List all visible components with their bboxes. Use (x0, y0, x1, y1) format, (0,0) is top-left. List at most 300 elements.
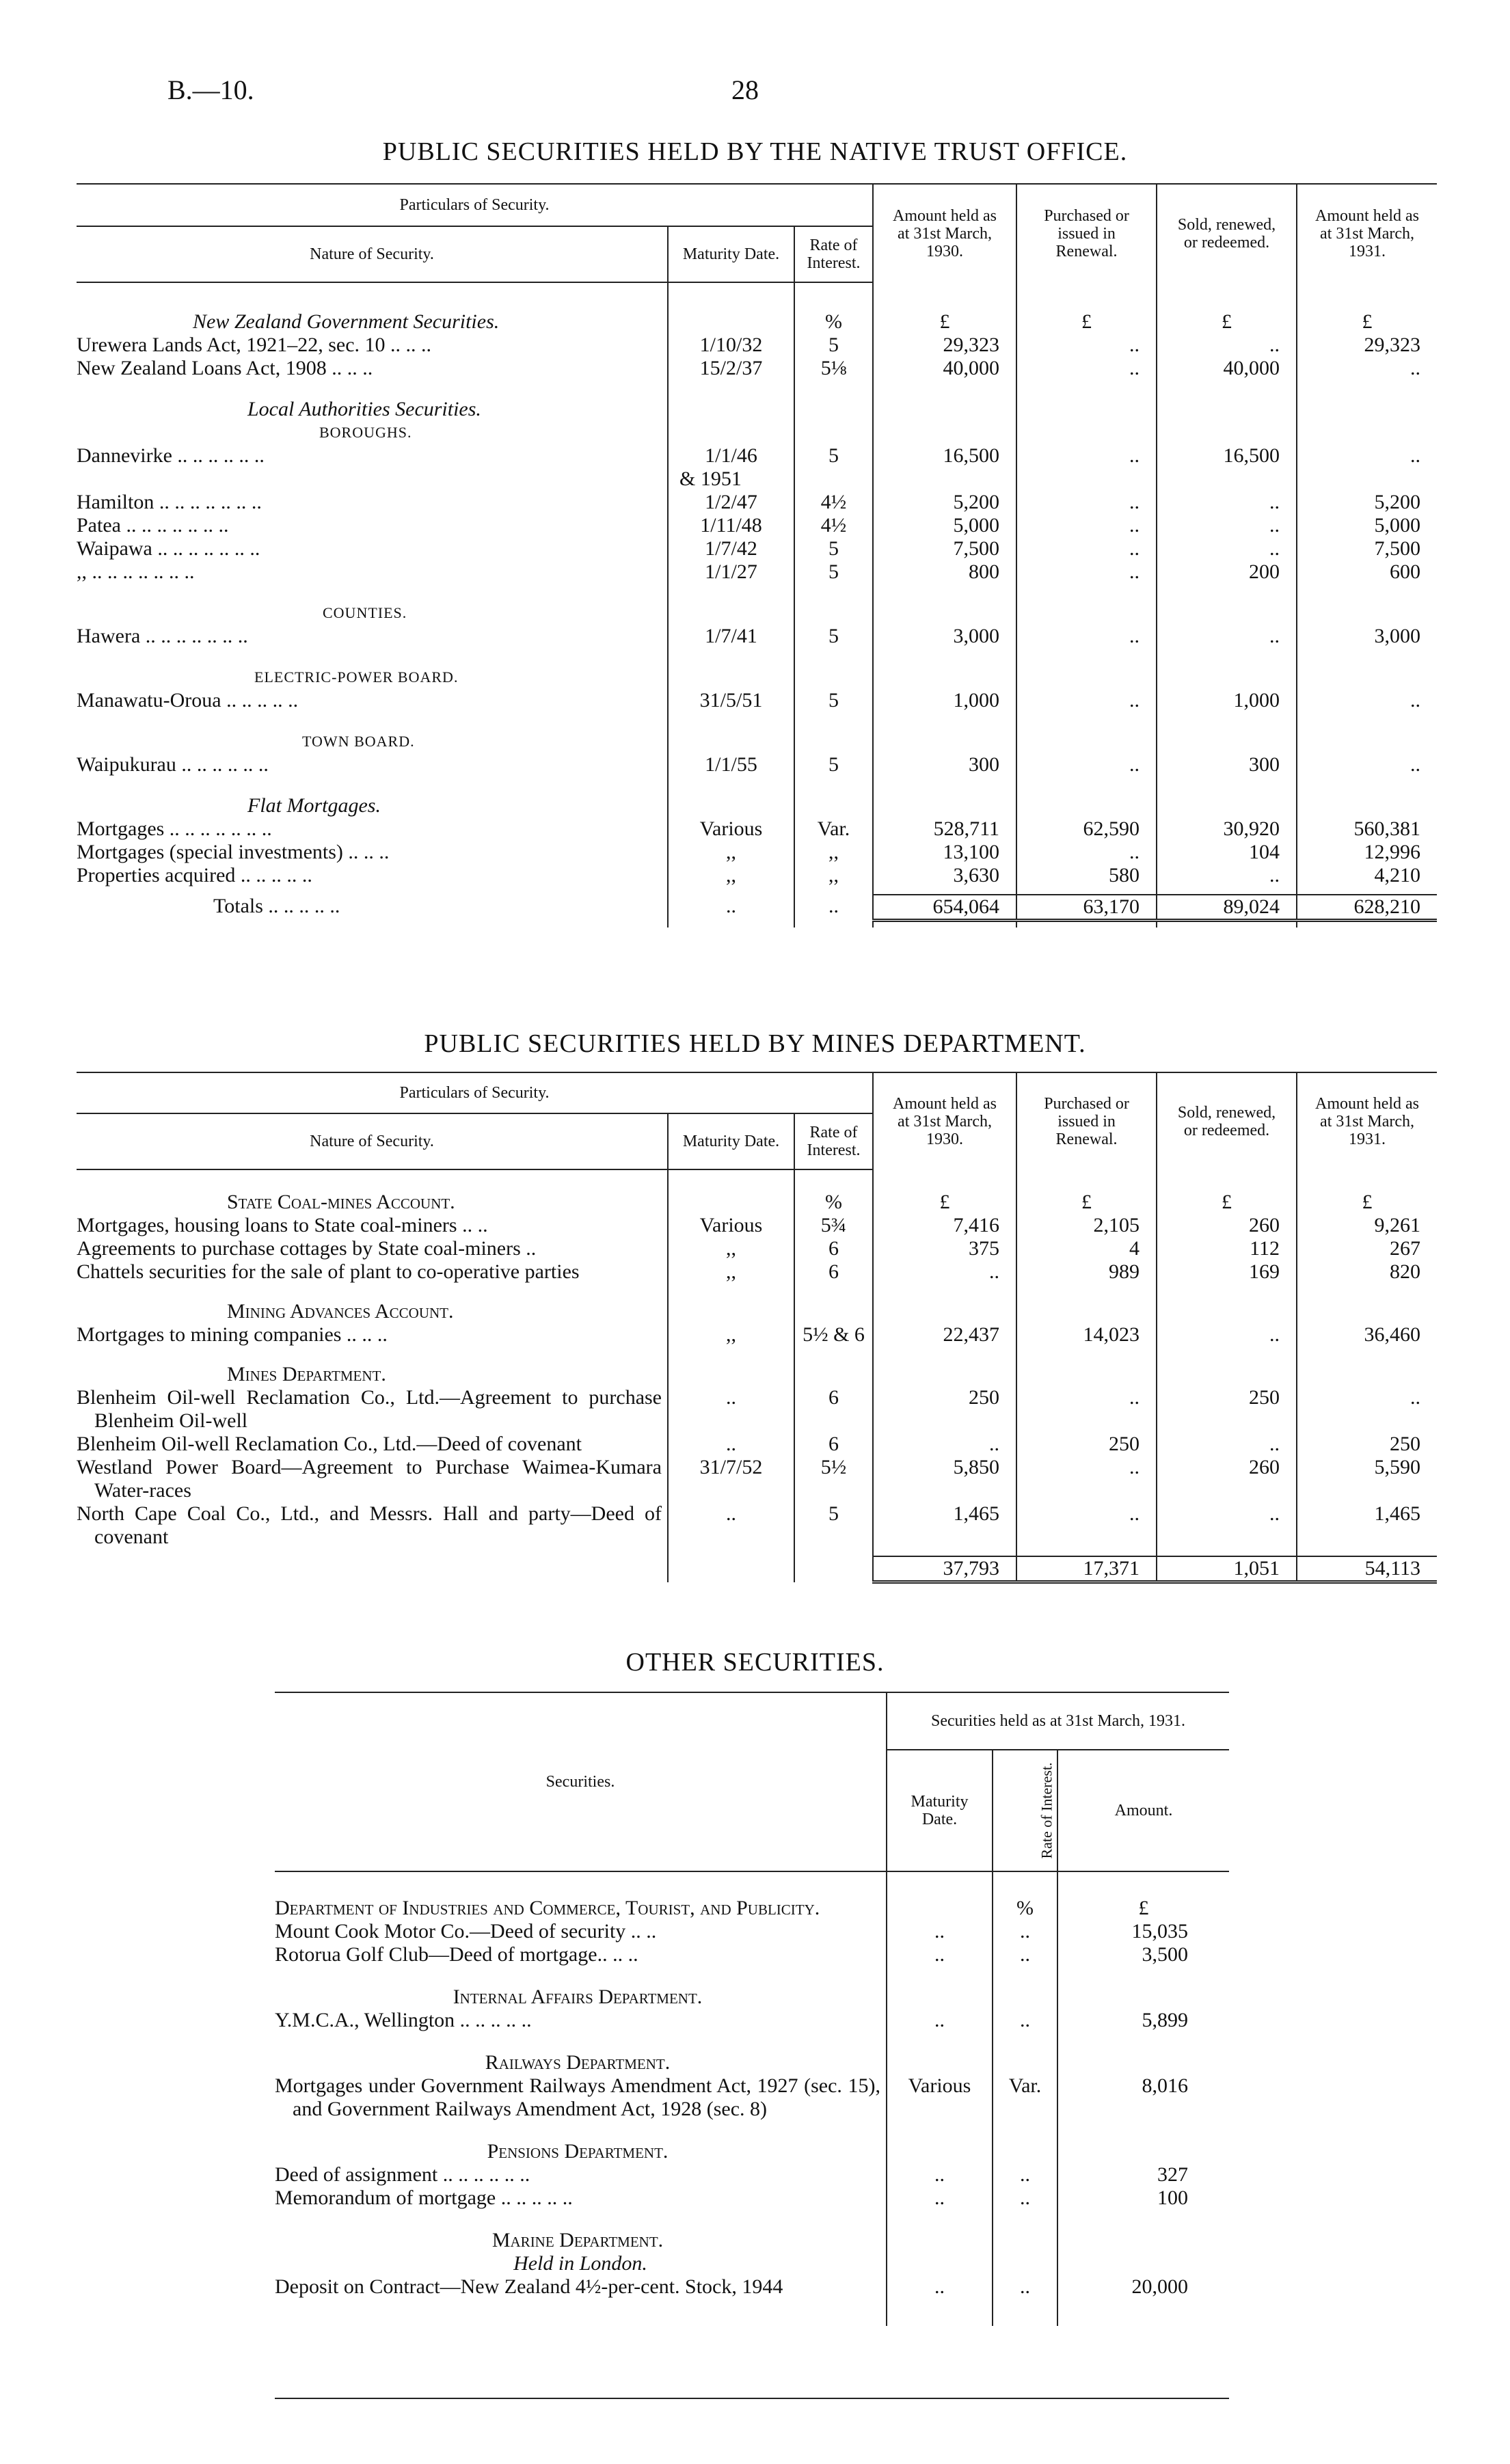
table-row (77, 1237, 1437, 1260)
maturity-value: ,, (726, 1260, 736, 1283)
purchased-cell: .. (1016, 334, 1157, 357)
table-cell (873, 666, 1016, 689)
section-heading: Department of Industries and Commerce, Tourist, and Publicity. (275, 1897, 820, 1919)
held-1931-cell: 36,460 (1297, 1323, 1437, 1346)
table-cell (887, 2140, 993, 2163)
purchased-cell: 62,590 (1016, 817, 1157, 841)
purchased-cell: .. (1016, 444, 1157, 491)
maturity-cell (668, 491, 794, 514)
document-reference: B.—10. (167, 75, 254, 105)
rate-cell: 5 (794, 537, 873, 560)
maturity-cell (668, 817, 794, 841)
amount-cell: 100 (1057, 2187, 1229, 2210)
security-cell: Mortgages under Government Railways Amendment Act, 1927 (sec. 15), and Government Railways Amendment Act, 1928 (sec. 8) (275, 2074, 880, 2120)
totals-purchased: 63,170 (1016, 895, 1157, 921)
nature-cell: Blenheim Oil-well Reclamation Co., Ltd.—Agreement to purchase Blenheim Oil-well (77, 1386, 662, 1432)
maturity-cell (668, 1386, 794, 1433)
totals-maturity (668, 1556, 794, 1582)
held-1930-cell: .. (873, 1433, 1016, 1456)
amount-cell: 3,500 (1057, 1943, 1229, 1966)
spacer-row (77, 1284, 1437, 1300)
purchased-cell: .. (1016, 357, 1157, 380)
mines-title: PUBLIC SECURITIES HELD BY MINES DEPARTMENT. (424, 1029, 1086, 1058)
sold-cell: .. (1157, 625, 1297, 648)
held-1930-cell: 800 (873, 560, 1016, 584)
table-row (77, 1386, 1437, 1433)
table-row (77, 689, 1437, 712)
table-row (77, 1260, 1437, 1284)
spacer-row (275, 1871, 1229, 1897)
nature-cell: Hamilton .. .. .. .. .. .. .. (77, 491, 262, 513)
rate-cell: .. (993, 2187, 1057, 2210)
sold-cell: 112 (1157, 1237, 1297, 1260)
sold-cell: .. (1157, 514, 1297, 537)
table-cell (1016, 730, 1157, 753)
maturity-cell: .. (887, 2163, 993, 2187)
section-heading: TOWN BOARD. (302, 733, 415, 750)
table-row (275, 1943, 1229, 1966)
security-cell: Rotorua Golf Club—Deed of mortgage.. .. .. (275, 1943, 638, 1966)
held-1931-cell: 29,323 (1297, 334, 1437, 357)
table-cell (1157, 794, 1297, 817)
table-cell (1297, 1300, 1437, 1323)
rate-cell: 6 (794, 1433, 873, 1456)
header-nature: Nature of Security. (77, 226, 668, 282)
purchased-cell: .. (1016, 625, 1157, 648)
held-1931-cell: 600 (1297, 560, 1437, 584)
section-heading-row (77, 1191, 1437, 1214)
rate-cell: 5 (794, 753, 873, 776)
section-heading: COUNTIES. (323, 604, 407, 621)
table-row (77, 491, 1437, 514)
maturity-value: 1/10/32 (699, 334, 763, 356)
table-cell (1157, 398, 1297, 421)
held-1930-cell: 250 (873, 1386, 1016, 1433)
held-1931-cell: 3,000 (1297, 625, 1437, 648)
maturity-value: ,, (726, 1323, 736, 1346)
rate-cell: 5 (794, 444, 873, 491)
section-heading-row (77, 398, 1437, 421)
sold-cell: 40,000 (1157, 357, 1297, 380)
purchased-cell: .. (1016, 689, 1157, 712)
table-row (77, 1214, 1437, 1237)
rate-cell: 5 (794, 689, 873, 712)
totals-sold: 89,024 (1157, 895, 1297, 921)
spacer-row (77, 887, 1437, 895)
purchased-cell: .. (1016, 1502, 1157, 1549)
spacer-row (275, 2032, 1229, 2051)
maturity-value: ,, (726, 841, 736, 863)
held-1930-cell: 7,416 (873, 1214, 1016, 1237)
table-row (77, 514, 1437, 537)
maturity-cell (668, 625, 794, 648)
rate-cell: 5 (794, 334, 873, 357)
section-heading-row (275, 2140, 1229, 2163)
maturity-cell (668, 1456, 794, 1502)
maturity-cell (668, 1260, 794, 1284)
maturity-value-2: & 1951 (679, 468, 742, 490)
amount-cell: 8,016 (1057, 2074, 1229, 2121)
table-cell (873, 1300, 1016, 1323)
maturity-cell (668, 357, 794, 380)
held-1931-cell: 560,381 (1297, 817, 1437, 841)
maturity-cell: .. (887, 1920, 993, 1943)
section-subheading: BOROUGHS. (319, 424, 412, 441)
held-1931-cell: 1,465 (1297, 1502, 1437, 1549)
table-row (77, 841, 1437, 864)
held-1930-cell: .. (873, 1260, 1016, 1284)
header-rate: Rate of Interest. (993, 1750, 1057, 1871)
sold-cell: 16,500 (1157, 444, 1297, 491)
table-row (77, 560, 1437, 584)
table-cell (668, 310, 794, 334)
table-cell (1057, 2252, 1229, 2275)
rate-cell: 5⅛ (794, 357, 873, 380)
table-cell: £ (873, 310, 1016, 334)
purchased-cell: 580 (1016, 864, 1157, 887)
held-1931-cell: 5,590 (1297, 1456, 1437, 1502)
held-1930-cell: 300 (873, 753, 1016, 776)
table-row (275, 2187, 1229, 2210)
held-1930-cell: 16,500 (873, 444, 1016, 491)
purchased-cell: 14,023 (1016, 1323, 1157, 1346)
nature-cell: New Zealand Loans Act, 1908 .. .. .. (77, 357, 373, 379)
section-heading-row (275, 1897, 1229, 1920)
rate-cell: 6 (794, 1237, 873, 1260)
held-1930-cell: 13,100 (873, 841, 1016, 864)
section-heading-row (77, 794, 1437, 817)
sold-cell: 260 (1157, 1214, 1297, 1237)
table-row (275, 2163, 1229, 2187)
purchased-cell: .. (1016, 514, 1157, 537)
sold-cell: 1,000 (1157, 689, 1297, 712)
table-cell (1157, 666, 1297, 689)
nature-cell: Mortgages, housing loans to State coal-miners .. .. (77, 1214, 488, 1236)
purchased-cell: 250 (1016, 1433, 1157, 1456)
table-cell (794, 794, 873, 817)
table-cell (1016, 666, 1157, 689)
sold-cell: .. (1157, 1502, 1297, 1549)
totals-label: Totals .. .. .. .. .. (213, 895, 340, 917)
rate-cell: 5 (794, 625, 873, 648)
section-heading: Local Authorities Securities. (247, 398, 481, 420)
table-cell (993, 2051, 1057, 2074)
table-cell: £ (1297, 1191, 1437, 1214)
header-held-group: Securities held as at 31st March, 1931. (887, 1692, 1229, 1750)
section-heading: Mines Department. (227, 1363, 386, 1385)
rate-cell: 5½ (794, 1456, 873, 1502)
table-row (77, 537, 1437, 560)
spacer-row (77, 1169, 1437, 1191)
held-1930-cell: 7,500 (873, 537, 1016, 560)
held-1931-cell: 12,996 (1297, 841, 1437, 864)
held-1931-cell: .. (1297, 689, 1437, 712)
nature-cell: Hawera .. .. .. .. .. .. .. (77, 625, 248, 647)
spacer-row (275, 1966, 1229, 1986)
table-cell (668, 1300, 794, 1323)
maturity-value: 31/5/51 (699, 689, 763, 712)
table-row (275, 1920, 1229, 1943)
table-cell (794, 1300, 873, 1323)
maturity-value: .. (726, 1502, 736, 1525)
table-cell: £ (1297, 310, 1437, 334)
totals-rate (794, 1556, 873, 1582)
section-subheading-row (77, 421, 1437, 444)
table-cell (794, 666, 873, 689)
table-cell (1157, 730, 1297, 753)
section-heading: Pensions Department. (487, 2140, 669, 2163)
maturity-cell (668, 560, 794, 584)
table-cell (887, 2051, 993, 2074)
maturity-cell (668, 537, 794, 560)
table-cell (1016, 1363, 1157, 1386)
sold-cell: 104 (1157, 841, 1297, 864)
held-1930-cell: 1,465 (873, 1502, 1016, 1549)
spacer-row (77, 648, 1437, 666)
held-1931-cell: .. (1297, 753, 1437, 776)
table-cell (668, 730, 794, 753)
section-subheading-row (275, 2252, 1229, 2275)
table-cell (1297, 601, 1437, 625)
maturity-value: 1/2/47 (705, 491, 757, 513)
maturity-cell: .. (887, 2009, 993, 2032)
rate-cell: Var. (993, 2074, 1057, 2121)
held-1930-cell: 22,437 (873, 1323, 1016, 1346)
maturity-value: .. (726, 1386, 736, 1409)
purchased-cell: 4 (1016, 1237, 1157, 1260)
table-cell (887, 2252, 993, 2275)
maturity-value: 1/11/48 (700, 514, 762, 537)
table-cell (887, 2229, 993, 2252)
rate-cell: 5¾ (794, 1214, 873, 1237)
rate-cell: ,, (794, 864, 873, 887)
maturity-value: 31/7/52 (699, 1456, 763, 1478)
held-1930-cell: 5,850 (873, 1456, 1016, 1502)
nature-cell: Mortgages to mining companies .. .. .. (77, 1323, 388, 1346)
purchased-cell: .. (1016, 537, 1157, 560)
nature-cell: Mortgages (special investments) .. .. .. (77, 841, 390, 863)
table-cell (1157, 1300, 1297, 1323)
sold-cell: .. (1157, 1323, 1297, 1346)
maturity-cell (668, 1502, 794, 1549)
section-heading: Marine Department. (491, 2229, 664, 2251)
held-1931-cell: 250 (1297, 1433, 1437, 1456)
nature-cell: Agreements to purchase cottages by State coal-miners .. (77, 1237, 537, 1260)
table-cell (794, 1363, 873, 1386)
spacer-row (275, 2210, 1229, 2229)
header-maturity: Maturity Date. (668, 226, 794, 282)
section-heading-row (77, 1300, 1437, 1323)
rate-cell: 5 (794, 1502, 873, 1549)
header-securities: Securities. (275, 1692, 887, 1871)
other-table (275, 1692, 1229, 2326)
table-row (77, 817, 1437, 841)
spacer-row (275, 2299, 1229, 2326)
maturity-cell (668, 1433, 794, 1456)
rate-cell: ,, (794, 841, 873, 864)
table-cell (887, 1897, 993, 1920)
held-1931-cell: 7,500 (1297, 537, 1437, 560)
nature-cell: Dannevirke .. .. .. .. .. .. (77, 444, 265, 467)
table-cell (873, 601, 1016, 625)
table-cell (993, 1986, 1057, 2009)
section-heading-row (77, 601, 1437, 625)
table-cell (1297, 1363, 1437, 1386)
section-heading: New Zealand Government Securities. (193, 310, 500, 333)
purchased-cell: .. (1016, 753, 1157, 776)
table-cell: % (794, 1191, 873, 1214)
maturity-cell (668, 841, 794, 864)
maturity-value: ,, (726, 1237, 736, 1260)
sold-cell: .. (1157, 864, 1297, 887)
table-cell (1016, 421, 1157, 444)
spacer-row (77, 584, 1437, 601)
table-cell (1297, 794, 1437, 817)
purchased-cell: .. (1016, 1386, 1157, 1433)
table-row (77, 334, 1437, 357)
purchased-cell: .. (1016, 491, 1157, 514)
rate-cell: .. (993, 2275, 1057, 2299)
nature-cell: Mortgages .. .. .. .. .. .. .. (77, 817, 272, 840)
table-row (275, 2074, 1229, 2121)
amount-cell: 327 (1057, 2163, 1229, 2187)
spacer-row (77, 1346, 1437, 1363)
totals-label (77, 1556, 668, 1582)
nature-cell: Westland Power Board—Agreement to Purchase Waimea-Kumara Water-races (77, 1456, 662, 1502)
table-cell: % (794, 310, 873, 334)
mines-table (77, 1072, 1437, 1584)
held-1931-cell: 5,200 (1297, 491, 1437, 514)
maturity-cell: .. (887, 1943, 993, 1966)
maturity-cell (668, 864, 794, 887)
spacer-row (77, 921, 1437, 928)
section-heading-row (77, 1363, 1437, 1386)
maturity-cell (668, 444, 794, 491)
header-particulars: Particulars of Security. (77, 1072, 873, 1113)
amount-cell: 20,000 (1057, 2275, 1229, 2299)
rate-cell: 4½ (794, 491, 873, 514)
sold-cell: .. (1157, 1433, 1297, 1456)
amount-cell: 5,899 (1057, 2009, 1229, 2032)
held-1931-cell: 5,000 (1297, 514, 1437, 537)
held-1931-cell: 9,261 (1297, 1214, 1437, 1237)
rate-cell: 5 (794, 560, 873, 584)
section-heading: Mining Advances Account. (227, 1300, 454, 1323)
table-cell (1057, 1986, 1229, 2009)
rate-cell: 6 (794, 1260, 873, 1284)
table-cell (873, 1363, 1016, 1386)
nature-cell: ,, .. .. .. .. .. .. .. (77, 560, 195, 583)
table-cell (1157, 421, 1297, 444)
table-cell (668, 666, 794, 689)
table-cell (1016, 398, 1157, 421)
table-cell (794, 421, 873, 444)
amount-cell: 15,035 (1057, 1920, 1229, 1943)
table-cell (1057, 2140, 1229, 2163)
rate-cell: .. (993, 2163, 1057, 2187)
maturity-value: Various (699, 817, 763, 840)
security-cell: Deed of assignment .. .. .. .. .. .. (275, 2163, 530, 2186)
maturity-cell (668, 1237, 794, 1260)
section-heading-row (275, 1986, 1229, 2009)
table-cell (873, 421, 1016, 444)
table-cell (794, 601, 873, 625)
table-row (77, 625, 1437, 648)
table-row (77, 864, 1437, 887)
held-1931-cell: .. (1297, 1386, 1437, 1433)
header-rate: Rate of Interest. (794, 226, 873, 282)
table-cell: % (993, 1897, 1057, 1920)
held-1930-cell: 29,323 (873, 334, 1016, 357)
table-cell (1297, 666, 1437, 689)
held-1930-cell: 5,200 (873, 491, 1016, 514)
section-heading-row (77, 730, 1437, 753)
table-cell (668, 1191, 794, 1214)
sold-cell: .. (1157, 537, 1297, 560)
table-row (77, 753, 1437, 776)
sold-cell: 300 (1157, 753, 1297, 776)
table-cell (1057, 2051, 1229, 2074)
purchased-cell: 989 (1016, 1260, 1157, 1284)
table-cell (887, 1986, 993, 2009)
maturity-value: .. (726, 1433, 736, 1455)
maturity-cell (668, 334, 794, 357)
table-cell (668, 794, 794, 817)
held-1931-cell: .. (1297, 444, 1437, 491)
held-1931-cell: 820 (1297, 1260, 1437, 1284)
totals-sold: 1,051 (1157, 1556, 1297, 1582)
maturity-value: 1/1/27 (705, 560, 757, 583)
nature-cell: Properties acquired .. .. .. .. .. (77, 864, 312, 886)
table-cell (873, 398, 1016, 421)
rate-cell: 5½ & 6 (794, 1323, 873, 1346)
section-heading: Railways Department. (485, 2051, 671, 2074)
totals-held-1930: 37,793 (873, 1556, 1016, 1582)
header-particulars: Particulars of Security. (77, 184, 873, 226)
native-trust-title: PUBLIC SECURITIES HELD BY THE NATIVE TRUST OFFICE. (382, 137, 1128, 166)
sold-cell: .. (1157, 334, 1297, 357)
maturity-cell: .. (887, 2275, 993, 2299)
table-cell: £ (1157, 310, 1297, 334)
rate-cell: .. (993, 2009, 1057, 2032)
maturity-value: Various (699, 1214, 763, 1236)
maturity-cell: Various (887, 2074, 993, 2121)
maturity-value: 1/7/42 (705, 537, 757, 560)
table-cell: £ (1157, 1191, 1297, 1214)
purchased-cell: .. (1016, 841, 1157, 864)
table-cell: £ (1057, 1897, 1229, 1920)
rate-cell: .. (993, 1920, 1057, 1943)
totals-held-1930: 654,064 (873, 895, 1016, 921)
rate-cell: 4½ (794, 514, 873, 537)
header-held-1931: Amount held as at 31st March, 1931. (1297, 184, 1437, 282)
page-number: 28 (731, 75, 759, 105)
held-1930-cell: 1,000 (873, 689, 1016, 712)
table-cell (1016, 601, 1157, 625)
security-cell: Memorandum of mortgage .. .. .. .. .. (275, 2187, 573, 2209)
table-cell (794, 730, 873, 753)
table-cell (993, 2252, 1057, 2275)
table-row (77, 357, 1437, 380)
maturity-cell (668, 1214, 794, 1237)
spacer-row (77, 282, 1437, 310)
table-cell (993, 2140, 1057, 2163)
totals-rate: .. (794, 895, 873, 921)
maturity-value: 15/2/37 (699, 357, 763, 379)
table-cell (993, 2229, 1057, 2252)
table-row (77, 1323, 1437, 1346)
nature-cell: North Cape Coal Co., Ltd., and Messrs. Hall and party—Deed of covenant (77, 1502, 662, 1548)
